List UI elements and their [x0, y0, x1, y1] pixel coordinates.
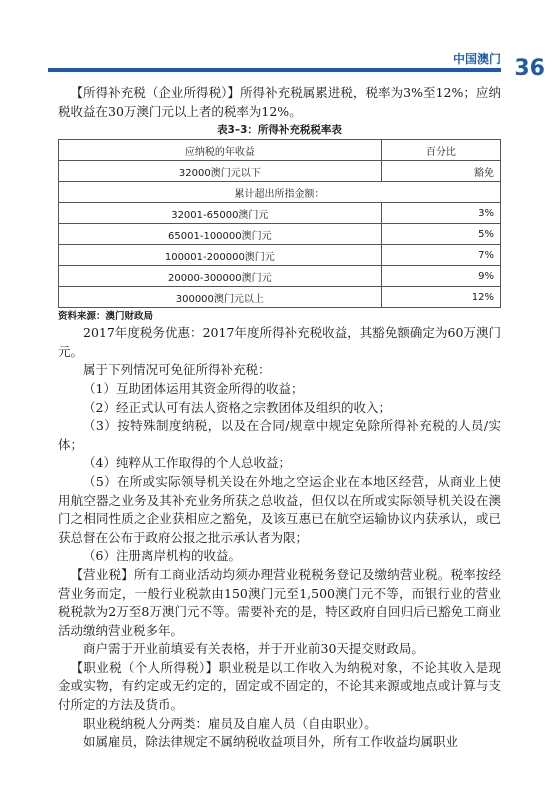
table-cell: 32001-65000澳门元: [59, 203, 382, 224]
table-cell: 32000澳门元以下: [59, 161, 382, 182]
list-item: （1）互助团体运用其资金所得的收益；: [83, 380, 304, 396]
table-source: 资料来源：澳门财政局: [58, 311, 154, 323]
page-number: 36: [514, 56, 545, 81]
table-cell: 12%: [381, 287, 500, 308]
paragraph-taxpayer-types: 职业税纳税人分两类：雇员及自雇人员（自由职业）。: [83, 715, 377, 731]
table-cell: 20000-300000澳门元: [59, 266, 382, 287]
table-cell: 3%: [381, 203, 500, 224]
table-cell: 5%: [381, 224, 500, 245]
list-item: （5）在所或实际领导机关设在外地之空运企业在本地区经营，从商业上使用航空器之业务及其补充业务所获之总收益，但仅以在所或实际领导机关设在澳门之相同性质之企业获相应之豁免，及该互惠已在航空运输协议内获承认，或已获总督在公布于政府公报之批示承认者为限；: [58, 473, 501, 545]
list-item: （4）纯粹从工作取得的个人总收益；: [83, 455, 291, 471]
table-cell: 9%: [381, 266, 500, 287]
tax-rate-table: [58, 139, 501, 308]
paragraph-professional-tax: 【职业税（个人所得税）】职业税是以工作收入为纳税对象，不论其收入是现金或实物，有约定或无约定的，固定或不固定的，不论其来源或地点或计算与支付所定的方法及货币。: [58, 659, 501, 713]
table-row: [59, 203, 501, 224]
table-header-row: [59, 140, 501, 161]
table-cell: 65001-100000澳门元: [59, 224, 382, 245]
table-row: [59, 245, 501, 266]
paragraph-employees: 如属雇员，除法律规定不属纳税收益项目外，所有工作收益均属职业: [83, 734, 459, 750]
list-item: （6）注册离岸机构的收益。: [83, 548, 241, 564]
header-rule: [48, 68, 501, 72]
list-item: （2）经正式认可有法人资格之宗教团体及组织的收入；: [83, 399, 391, 415]
paragraph-exemption-intro: 属于下列情况可免征所得补充税：: [83, 362, 271, 378]
table-span-cell: 累计超出所指金额：: [59, 182, 501, 203]
table-cell: 300000澳门元以上: [59, 287, 382, 308]
header-title: 中国澳门: [452, 52, 501, 66]
table-header-cell: 应纳税的年收益: [59, 140, 382, 161]
table-row: [59, 287, 501, 308]
paragraph-business-tax: 【营业税】所有工商业活动均须办理营业税税务登记及缴纳营业税。税率按经营业务而定，一般行业税款由150澳门元至1,500澳门元不等，而银行业的营业税税款为2万至8万澳门元不等。需要补充的是，特区政府自回归后已豁免工商业活动缴纳营业税多年。: [58, 566, 501, 638]
table-row: [59, 224, 501, 245]
table-cell: 7%: [381, 245, 500, 266]
table-cell: 豁免: [381, 161, 500, 182]
table-header-cell: 百分比: [381, 140, 500, 161]
paragraph-tax-benefit: 2017年度税务优惠：2017年度所得补充税收益，其豁免额确定为60万澳门元。: [58, 325, 501, 359]
table-row: [59, 182, 501, 203]
page-content: [58, 84, 501, 752]
table-title: 表3–3：所得补充税税率表: [217, 124, 342, 137]
list-item: （3）按特殊制度纳税，以及在合同/规章中规定免除所得补充税的人员/实体；: [58, 418, 501, 452]
paragraph-income-tax: 【所得补充税（企业所得税）】所得补充税属累进税，税率为3%至12%；应纳税收益在30万澳门元以上者的税率为12%。: [58, 85, 501, 119]
table-cell: 100001-200000澳门元: [59, 245, 382, 266]
paragraph-business-registration: 商户需于开业前填妥有关表格，并于开业前30天提交财政局。: [83, 641, 424, 657]
table-row: [59, 266, 501, 287]
table-row: [59, 161, 501, 182]
